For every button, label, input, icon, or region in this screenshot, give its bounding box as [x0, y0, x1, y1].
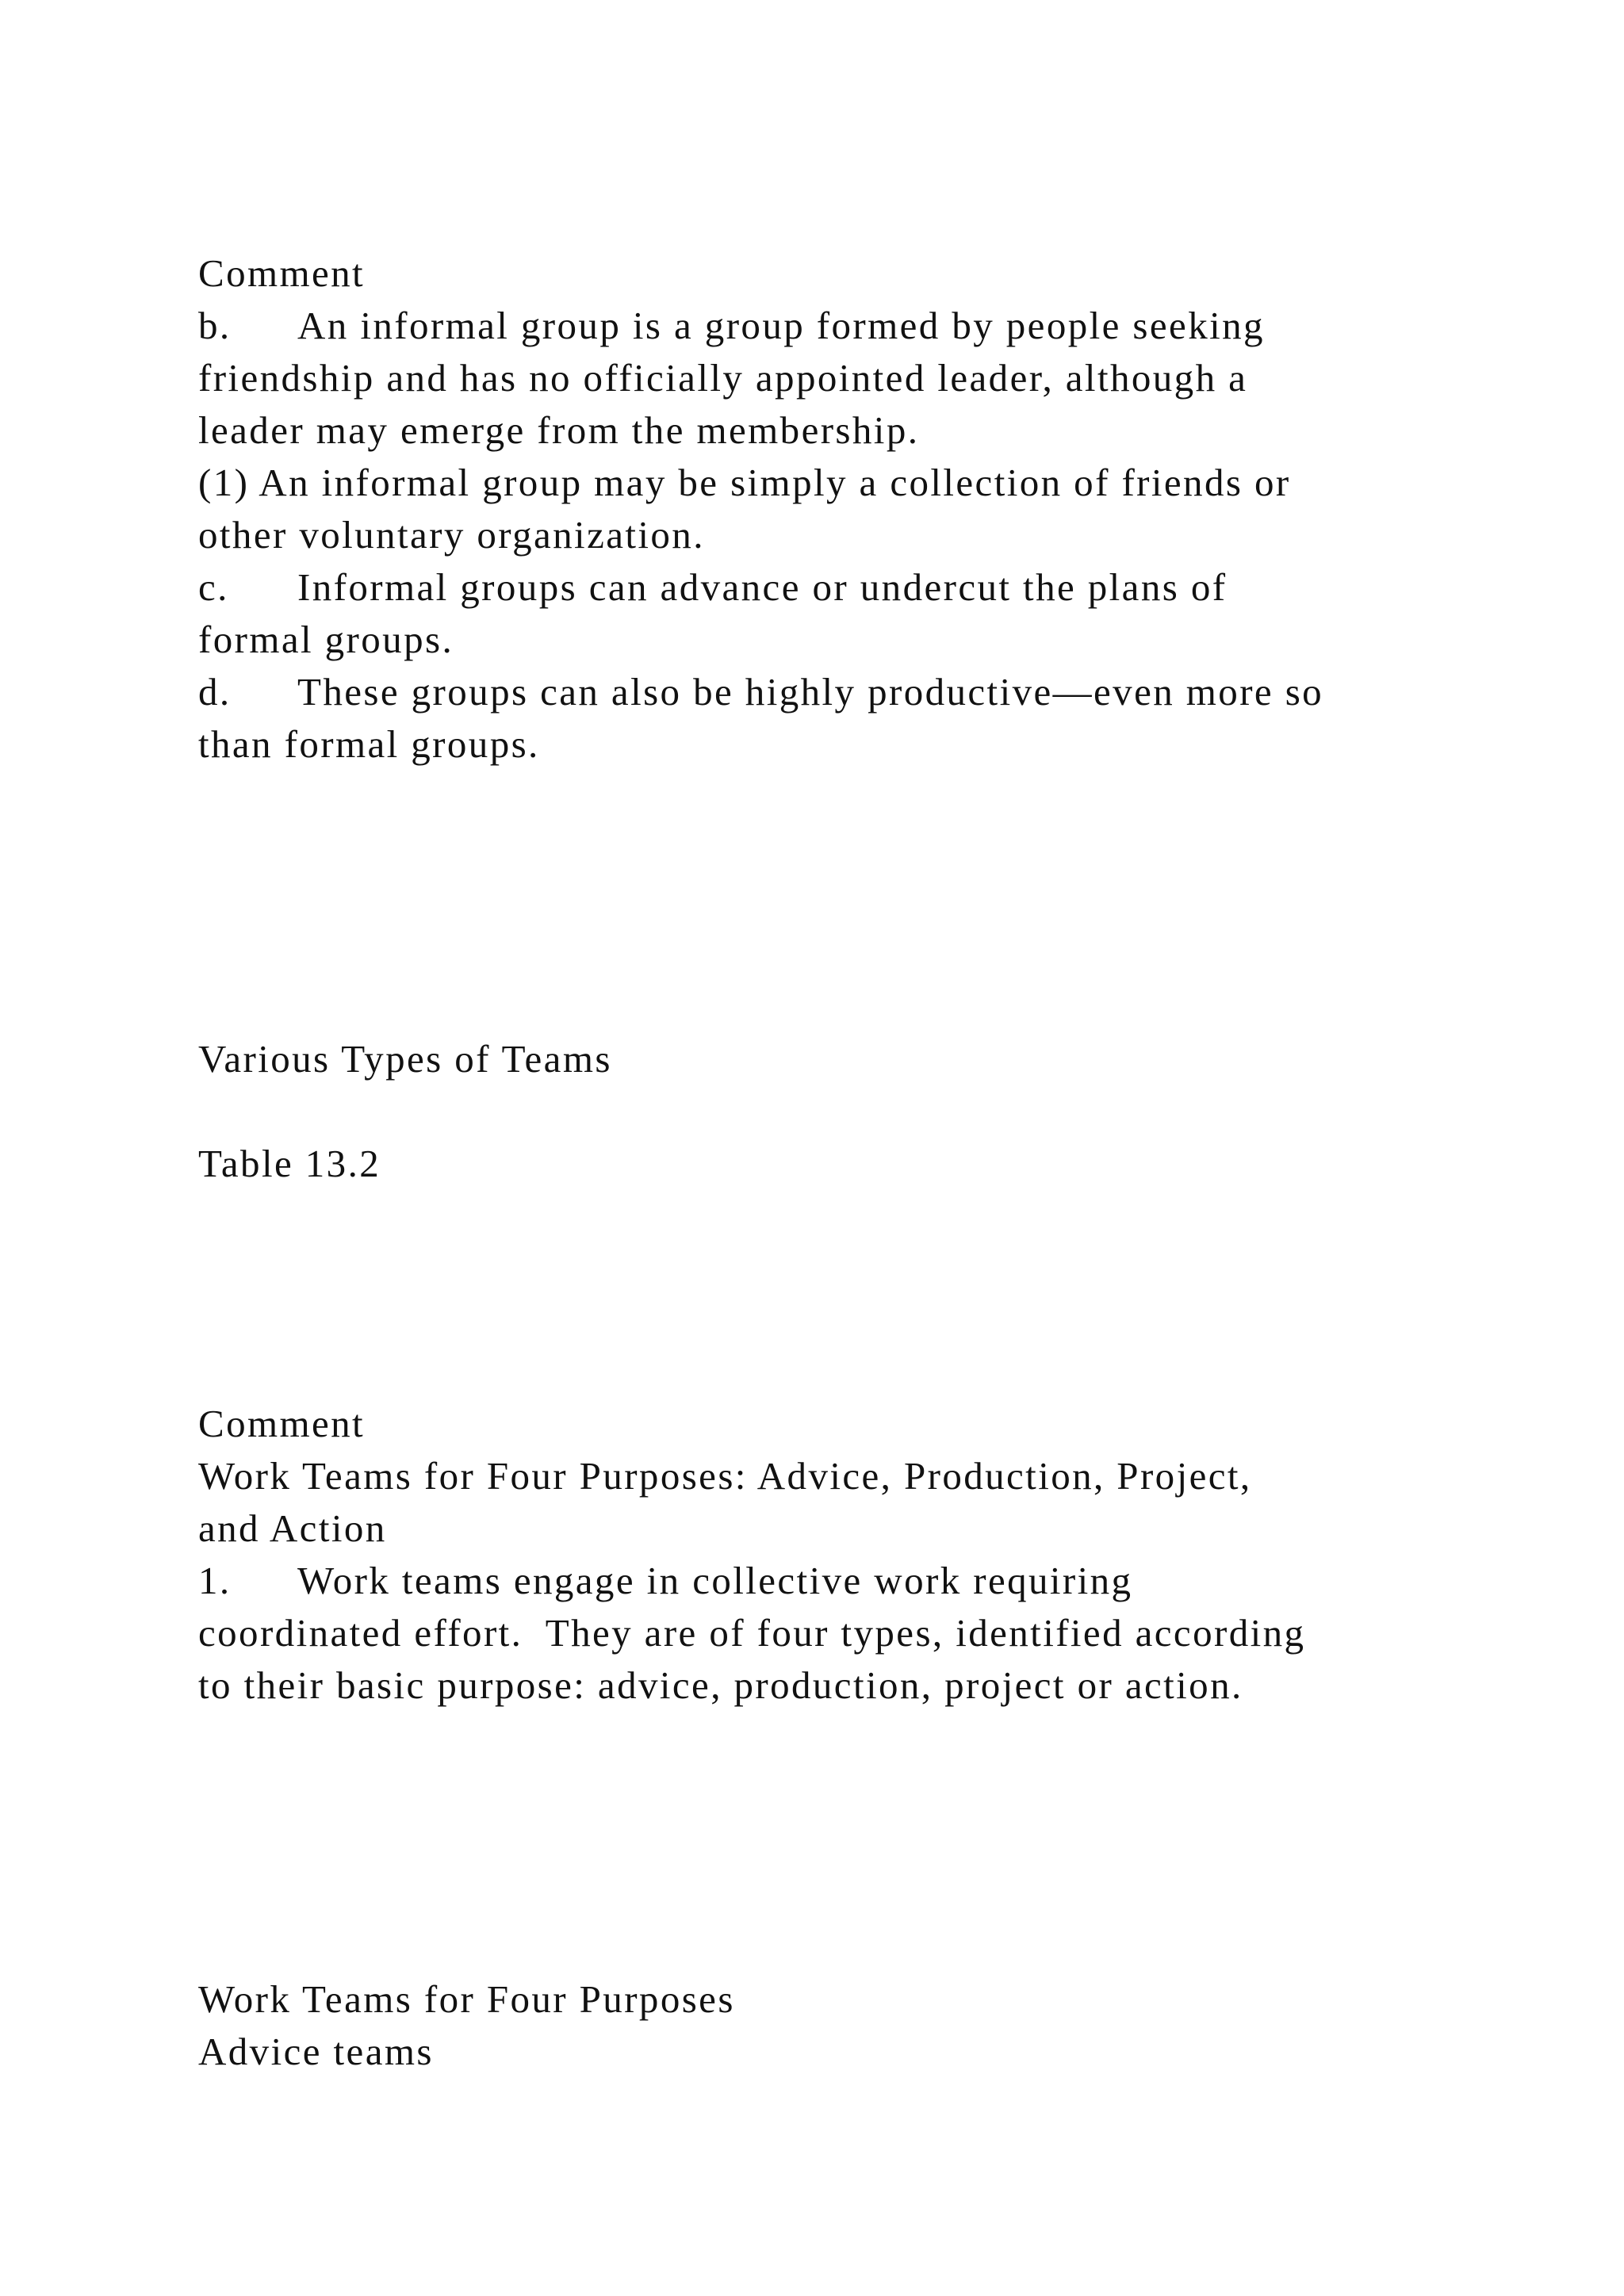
work-teams-purposes-title-text: Work Teams for Four Purposes — [198, 1977, 735, 2021]
item-d-line-2 — [198, 718, 540, 771]
item-c-marker: c. — [198, 565, 229, 609]
work-teams-item-1-text-2: coordinated effort. They are of four types, identified according — [198, 1611, 1306, 1655]
work-teams-item-1-text-1: Work teams engage in collective work requiring — [297, 1559, 1133, 1602]
item-b-text-3: leader may emerge from the membership. — [198, 408, 920, 452]
item-1-line-1 — [198, 457, 1291, 509]
item-c-text-2: formal groups. — [198, 618, 454, 661]
item-1-text-2: other voluntary organization. — [198, 513, 705, 557]
item-c-text-1: Informal groups can advance or undercut the plans of — [297, 565, 1228, 609]
item-c-line-1 — [198, 561, 1227, 614]
item-d-marker: d. — [198, 670, 232, 714]
work-teams-purposes-title — [198, 1973, 735, 2026]
item-b-line-3 — [198, 404, 919, 457]
item-b-text-2: friendship and has no officially appointed leader, although a — [198, 356, 1248, 400]
section-title-various-types-text: Various Types of Teams — [198, 1037, 612, 1081]
work-teams-item-1-text-3: to their basic purpose: advice, production, project or action. — [198, 1663, 1243, 1707]
item-1-text-1: (1) An informal group may be simply a collection of friends or — [198, 461, 1291, 504]
comment-heading-text: Comment — [198, 251, 366, 295]
work-teams-title-text-1: Work Teams for Four Purposes: Advice, Production, Project, — [198, 1454, 1252, 1498]
item-d-line-1 — [198, 666, 1323, 718]
item-b-line-2 — [198, 352, 1247, 404]
work-teams-title-text-2: and Action — [198, 1506, 387, 1550]
table-label-text: Table 13.2 — [198, 1142, 381, 1185]
item-c-line-2 — [198, 614, 454, 666]
work-teams-title-line-2 — [198, 1502, 387, 1555]
work-teams-title-line-1 — [198, 1450, 1252, 1502]
comment-heading-2-text: Comment — [198, 1402, 366, 1445]
table-label — [198, 1138, 381, 1190]
work-teams-item-1-marker: 1. — [198, 1559, 232, 1602]
comment-heading-2 — [198, 1398, 365, 1450]
item-d-text-2: than formal groups. — [198, 722, 540, 766]
item-b-text-1: An informal group is a group formed by people seeking — [297, 304, 1265, 347]
section-title-various-types — [198, 1033, 612, 1085]
comment-heading — [198, 247, 365, 300]
item-b-marker: b. — [198, 304, 232, 347]
work-teams-item-1-line-1 — [198, 1555, 1132, 1607]
work-teams-item-1-line-3 — [198, 1659, 1243, 1712]
advice-teams-subtitle-text: Advice teams — [198, 2030, 434, 2073]
advice-teams-subtitle — [198, 2026, 434, 2078]
item-d-text-1: These groups can also be highly productive—even more so — [297, 670, 1324, 714]
item-1-line-2 — [198, 509, 705, 561]
work-teams-item-1-line-2 — [198, 1607, 1305, 1659]
item-b-line-1 — [198, 300, 1265, 352]
